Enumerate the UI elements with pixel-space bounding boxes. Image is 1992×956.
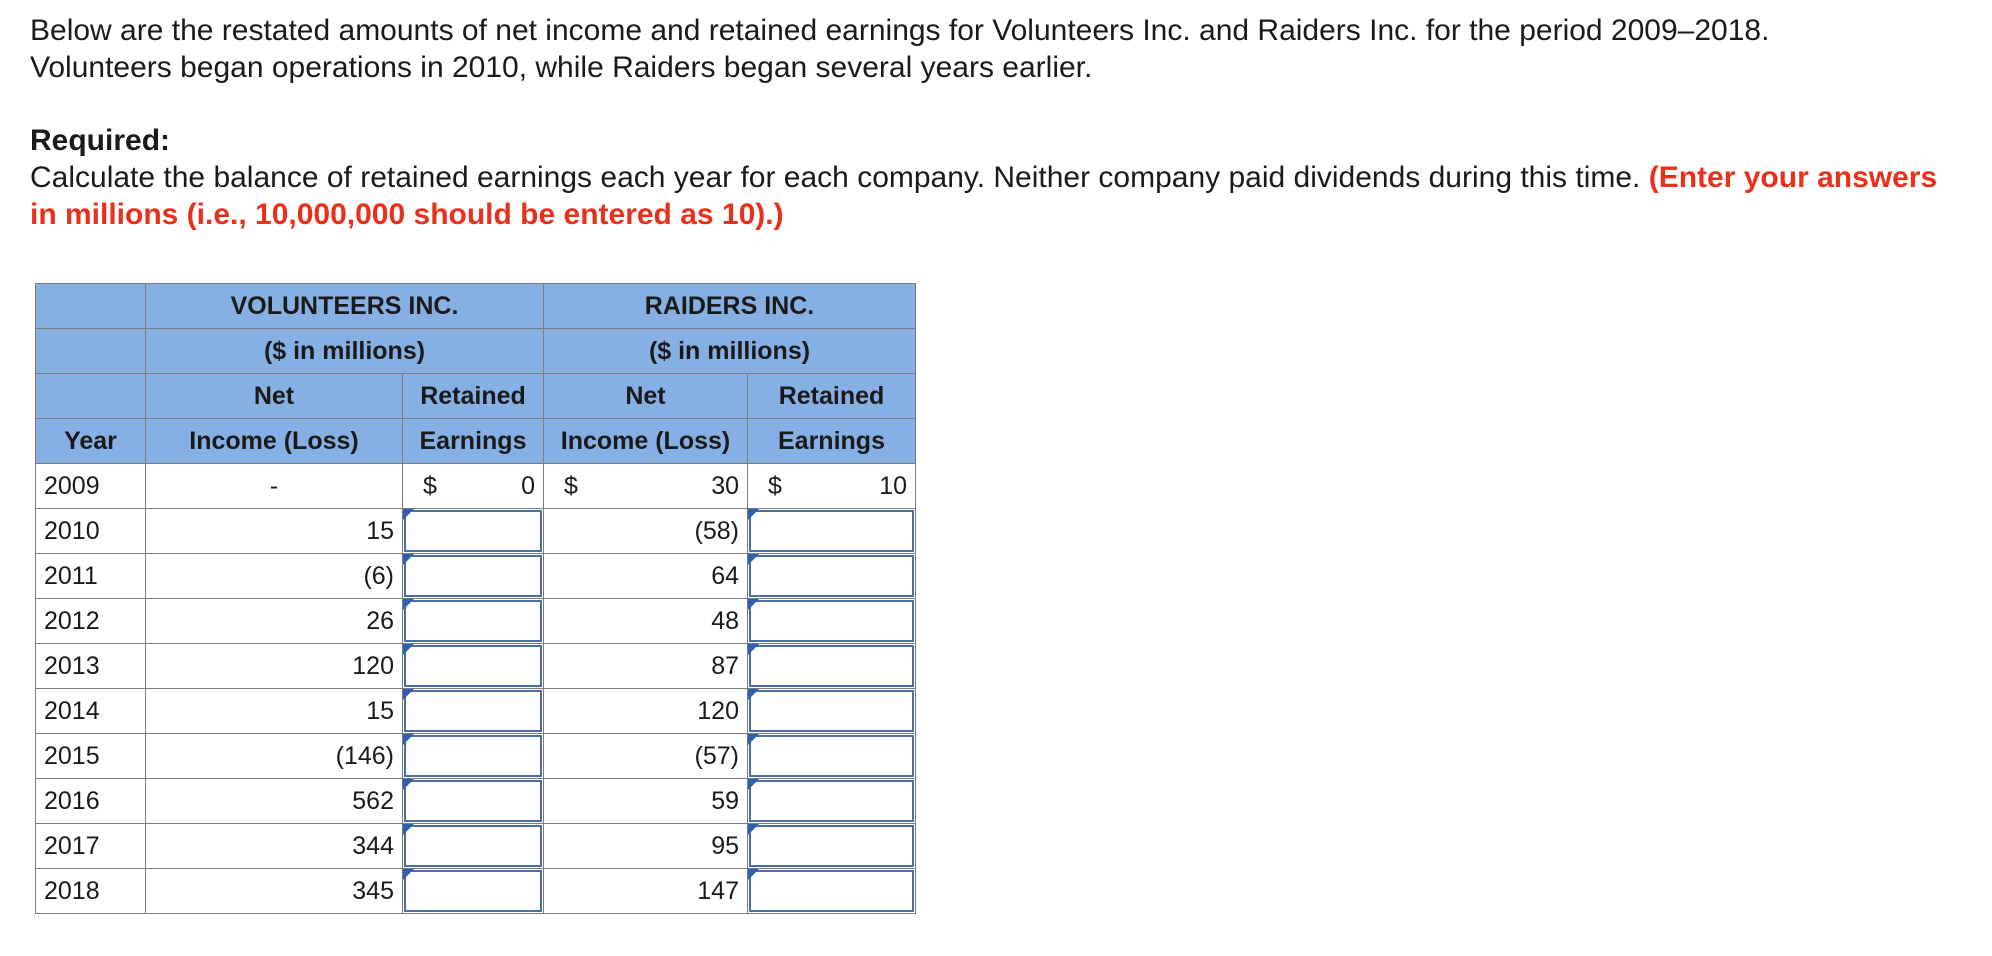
volunteers-retained-input[interactable] — [404, 735, 542, 777]
table-row — [36, 554, 916, 599]
raiders-net-cell: 120 — [544, 689, 748, 734]
raiders-retained-cell — [748, 779, 916, 824]
header-row-col-top — [36, 374, 916, 419]
volunteers-retained-input[interactable] — [404, 645, 542, 687]
volunteers-net-header: Net — [146, 374, 403, 419]
raiders-retained-cell — [748, 734, 916, 779]
volunteers-retained-input[interactable] — [404, 600, 542, 642]
year-cell: 2016 — [36, 779, 146, 824]
currency-symbol: $ — [768, 471, 782, 500]
header-row-units — [36, 329, 916, 374]
table-row — [36, 689, 916, 734]
raiders-net-cell: (58) — [544, 509, 748, 554]
intro-line-1: Below are the restated amounts of net income and retained earnings for Volunteers Inc. and Raiders Inc. for the period 2009–2018. — [30, 14, 1770, 47]
volunteers-retained-cell — [403, 779, 544, 824]
raiders-units: ($ in millions) — [544, 329, 916, 374]
year-cell: 2012 — [36, 599, 146, 644]
year-cell: 2013 — [36, 644, 146, 689]
raiders-net-cell — [544, 464, 748, 509]
raiders-retained-input[interactable] — [749, 555, 914, 597]
raiders-retained-input[interactable] — [749, 645, 914, 687]
raiders-net-cell: 95 — [544, 824, 748, 869]
raiders-net-value: 30 — [711, 471, 739, 500]
year-cell: 2017 — [36, 824, 146, 869]
currency-symbol: $ — [423, 471, 437, 500]
table-row — [36, 644, 916, 689]
raiders-retained-input[interactable] — [749, 870, 914, 912]
raiders-retained-cell — [748, 554, 916, 599]
volunteers-units: ($ in millions) — [146, 329, 544, 374]
currency-symbol: $ — [564, 471, 578, 500]
raiders-retained-cell — [748, 689, 916, 734]
year-cell: 2009 — [36, 464, 146, 509]
raiders-net-cell: 64 — [544, 554, 748, 599]
table-row — [36, 509, 916, 554]
required-instruction: (Enter your answers in millions (i.e., 10,000,000 should be entered as 10).) — [30, 161, 1938, 231]
volunteers-retained-header: Retained — [403, 374, 544, 419]
table-row — [36, 599, 916, 644]
volunteers-earnings-header: Earnings — [403, 419, 544, 464]
volunteers-retained-value: 0 — [521, 471, 535, 500]
volunteers-net-cell: 15 — [146, 689, 403, 734]
year-header: Year — [36, 419, 146, 464]
volunteers-net-cell: (146) — [146, 734, 403, 779]
raiders-net-cell: 59 — [544, 779, 748, 824]
volunteers-retained-cell — [403, 464, 544, 509]
required-label: Required: — [30, 124, 171, 157]
volunteers-retained-cell — [403, 689, 544, 734]
year-cell: 2011 — [36, 554, 146, 599]
volunteers-net-cell: 344 — [146, 824, 403, 869]
volunteers-retained-input[interactable] — [404, 825, 542, 867]
volunteers-income-header: Income (Loss) — [146, 419, 403, 464]
volunteers-retained-input[interactable] — [404, 690, 542, 732]
raiders-header: RAIDERS INC. — [544, 284, 916, 329]
raiders-net-cell: 147 — [544, 869, 748, 914]
header-row-col-bottom — [36, 419, 916, 464]
required-section — [30, 122, 1960, 233]
header-row-company — [36, 284, 916, 329]
volunteers-retained-input[interactable] — [404, 870, 542, 912]
raiders-retained-input[interactable] — [749, 510, 914, 552]
year-cell: 2010 — [36, 509, 146, 554]
volunteers-retained-cell — [403, 824, 544, 869]
table-row — [36, 869, 916, 914]
header-blank — [36, 329, 146, 374]
raiders-retained-value: 10 — [879, 471, 907, 500]
volunteers-retained-cell — [403, 599, 544, 644]
volunteers-retained-cell — [403, 644, 544, 689]
retained-earnings-table — [35, 283, 916, 914]
raiders-retained-input[interactable] — [749, 825, 914, 867]
raiders-retained-header: Retained — [748, 374, 916, 419]
volunteers-retained-cell — [403, 734, 544, 779]
volunteers-retained-input[interactable] — [404, 780, 542, 822]
table-row — [36, 464, 916, 509]
raiders-net-header: Net — [544, 374, 748, 419]
raiders-retained-cell — [748, 644, 916, 689]
header-blank — [36, 374, 146, 419]
volunteers-net-cell: 26 — [146, 599, 403, 644]
raiders-retained-input[interactable] — [749, 735, 914, 777]
raiders-retained-cell — [748, 869, 916, 914]
raiders-retained-input[interactable] — [749, 600, 914, 642]
table-row — [36, 779, 916, 824]
volunteers-header: VOLUNTEERS INC. — [146, 284, 544, 329]
header-blank — [36, 284, 146, 329]
table-row — [36, 824, 916, 869]
volunteers-net-cell: 345 — [146, 869, 403, 914]
raiders-net-cell: 48 — [544, 599, 748, 644]
problem-intro — [30, 12, 1960, 86]
volunteers-retained-cell — [403, 869, 544, 914]
raiders-retained-input[interactable] — [749, 690, 914, 732]
volunteers-net-cell: (6) — [146, 554, 403, 599]
year-cell: 2015 — [36, 734, 146, 779]
raiders-retained-cell — [748, 599, 916, 644]
table-row — [36, 734, 916, 779]
required-text: Calculate the balance of retained earnings each year for each company. Neither company paid dividends during this time. — [30, 161, 1649, 194]
volunteers-retained-input[interactable] — [404, 555, 542, 597]
raiders-retained-cell — [748, 509, 916, 554]
year-cell: 2018 — [36, 869, 146, 914]
raiders-retained-input[interactable] — [749, 780, 914, 822]
raiders-net-cell: 87 — [544, 644, 748, 689]
raiders-net-cell: (57) — [544, 734, 748, 779]
volunteers-net-cell: 15 — [146, 509, 403, 554]
volunteers-net-cell: - — [146, 464, 403, 509]
raiders-retained-cell — [748, 464, 916, 509]
year-cell: 2014 — [36, 689, 146, 734]
raiders-retained-cell — [748, 824, 916, 869]
raiders-income-header: Income (Loss) — [544, 419, 748, 464]
volunteers-retained-input[interactable] — [404, 510, 542, 552]
intro-line-2: Volunteers began operations in 2010, while Raiders began several years earlier. — [30, 51, 1093, 84]
volunteers-net-cell: 120 — [146, 644, 403, 689]
volunteers-retained-cell — [403, 509, 544, 554]
raiders-earnings-header: Earnings — [748, 419, 916, 464]
volunteers-net-cell: 562 — [146, 779, 403, 824]
volunteers-retained-cell — [403, 554, 544, 599]
